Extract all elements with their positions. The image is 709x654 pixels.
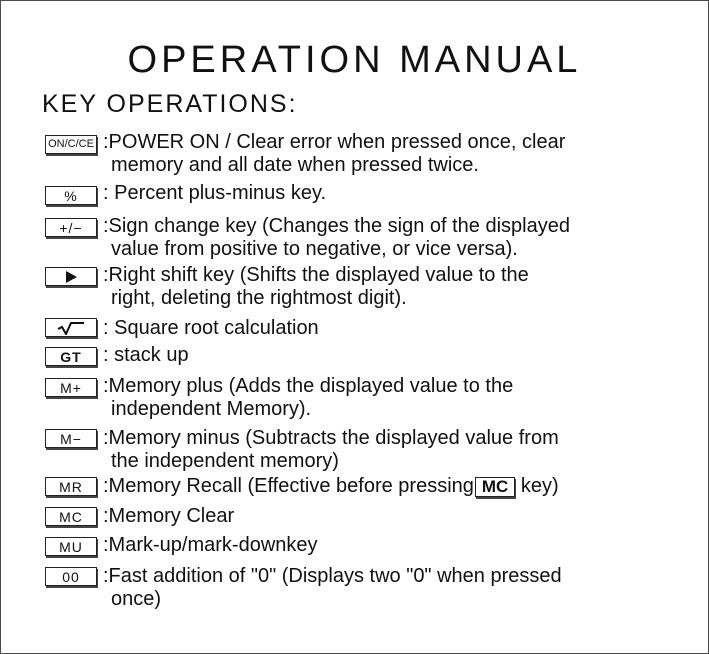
description-line: :Memory plus (Adds the displayed value to the [103,375,514,397]
key-description-on-c-ce [103,131,693,177]
description-line: :Right shift key (Shifts the displayed value to the [103,264,529,286]
description-line: once) [111,588,162,610]
inline-key-mc: MC [475,477,515,497]
key-right-shift [45,267,97,286]
description-line: :Mark-up/mark-downkey [103,534,318,556]
key-sign-change: +/− [45,218,97,237]
description-line: : stack up [103,344,189,366]
key-description-percent [103,182,693,205]
key-percent: % [45,186,97,205]
key-description-memory-minus [103,427,693,473]
key-memory-recall: MR [45,477,97,496]
description-line: : Percent plus-minus key. [103,182,327,204]
description-line: :Memory Clear [103,505,235,527]
description-line: :Memory minus (Subtracts the displayed value from [103,427,559,449]
description-line: :Sign change key (Changes the sign of the displayed [103,215,570,237]
right-arrow-icon [66,271,77,283]
key-description-memory-clear [103,505,693,528]
key-square-root [45,318,97,337]
key-double-zero: 00 [45,567,97,586]
key-gt: GT [45,347,97,366]
description-line: : Square root calculation [103,317,319,339]
key-memory-plus: M+ [45,378,97,397]
key-memory-clear: MC [45,507,97,526]
description-line: value from positive to negative, or vice versa). [111,238,518,260]
description-line: the independent memory) [111,450,339,472]
description-line: :Fast addition of "0" (Displays two "0" when pressed [103,565,562,587]
section-heading: KEY OPERATIONS: [42,90,298,118]
description-line: memory and all date when pressed twice. [111,154,479,176]
description-line: independent Memory). [111,398,312,420]
key-description-memory-plus [103,375,693,421]
key-description-mark-up [103,534,693,557]
key-description-right-shift [103,264,693,310]
description-line: right, deleting the rightmost digit). [111,287,407,309]
key-description-square-root [103,317,693,340]
page-title: OPERATION MANUAL [127,39,582,81]
square-root-icon [56,321,86,335]
key-mark-up: MU [45,537,97,556]
description-text: key) [515,475,559,497]
key-description-double-zero [103,565,693,611]
key-description-memory-recall [103,475,693,498]
description-line: :POWER ON / Clear error when pressed once, clear [103,131,566,153]
key-on-c-ce: ON/C/CE [45,135,97,154]
key-description-gt [103,344,693,367]
description-line [103,475,693,498]
key-description-sign-change [103,215,693,261]
key-memory-minus: M− [45,429,97,448]
description-text: :Memory Recall (Effective before pressing [103,475,474,497]
